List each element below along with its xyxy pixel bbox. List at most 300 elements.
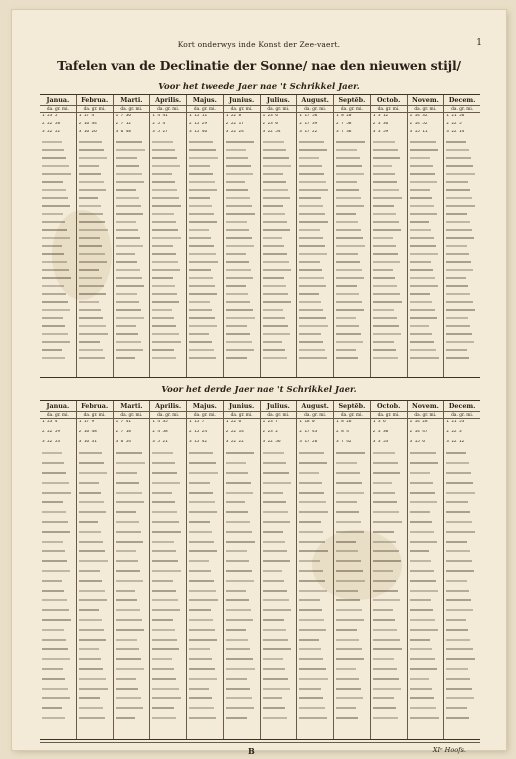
illegible-cell bbox=[299, 675, 332, 685]
illegible-cell bbox=[152, 170, 185, 178]
units-header: da. gr. mi. bbox=[408, 412, 444, 419]
illegible-cell bbox=[410, 178, 443, 186]
illegible-cell bbox=[226, 242, 259, 250]
month-column bbox=[114, 95, 151, 377]
illegible-cell bbox=[446, 587, 479, 597]
illegible-cell bbox=[263, 616, 296, 626]
illegible-cell bbox=[152, 338, 185, 346]
illegible-cell bbox=[226, 518, 259, 528]
illegible-cell bbox=[446, 226, 479, 234]
table-cell: 1 17 56 bbox=[299, 114, 318, 118]
illegible-cell bbox=[189, 459, 222, 469]
illegible-cell bbox=[226, 298, 259, 306]
illegible-cell bbox=[189, 290, 222, 298]
illegible-cell bbox=[410, 694, 443, 704]
illegible-cell bbox=[189, 218, 222, 226]
illegible-cell bbox=[373, 170, 406, 178]
illegible-cell bbox=[79, 338, 112, 346]
illegible-cell bbox=[189, 242, 222, 250]
table-cell: 3 22 56 bbox=[262, 439, 281, 444]
illegible-cell bbox=[410, 508, 443, 518]
units-header: da. gr. mi. bbox=[187, 106, 223, 113]
illegible-cell bbox=[263, 518, 296, 528]
illegible-cell bbox=[373, 557, 406, 567]
illegible-cell bbox=[336, 685, 369, 695]
illegible-cell bbox=[263, 528, 296, 538]
illegible-cell bbox=[79, 626, 112, 636]
illegible-cell bbox=[336, 675, 369, 685]
illegible-cell bbox=[299, 626, 332, 636]
illegible-cell bbox=[152, 274, 185, 282]
table-cell: 2 8 4 bbox=[336, 429, 349, 434]
value-cells bbox=[150, 113, 186, 377]
illegible-cell bbox=[189, 479, 222, 489]
illegible-cell bbox=[152, 567, 185, 577]
illegible-cell bbox=[299, 498, 332, 508]
illegible-cell bbox=[189, 330, 222, 338]
illegible-cell bbox=[42, 675, 75, 685]
illegible-cell bbox=[410, 704, 443, 714]
illegible-cell bbox=[226, 202, 259, 210]
illegible-cell bbox=[152, 714, 185, 724]
illegible-cell bbox=[299, 282, 332, 290]
illegible-cell bbox=[116, 449, 149, 459]
illegible-cell bbox=[373, 469, 406, 479]
month-column bbox=[187, 95, 224, 377]
table-cell: 2 7 18 bbox=[115, 429, 131, 434]
illegible-cell bbox=[79, 714, 112, 724]
illegible-cell bbox=[226, 557, 259, 567]
illegible-cell bbox=[299, 330, 332, 338]
illegible-cell bbox=[79, 636, 112, 646]
illegible-cell bbox=[189, 298, 222, 306]
illegible-cell bbox=[263, 636, 296, 646]
illegible-cell bbox=[446, 298, 479, 306]
illegible-cell bbox=[263, 577, 296, 587]
illegible-cell bbox=[336, 226, 369, 234]
illegible-cell bbox=[336, 146, 369, 154]
table-cell: 1 15 11 bbox=[189, 114, 207, 118]
illegible-cell bbox=[226, 538, 259, 548]
illegible-cell bbox=[226, 250, 259, 258]
units-header: da. gr. mi. bbox=[114, 412, 150, 419]
illegible-cell bbox=[410, 250, 443, 258]
illegible-cell bbox=[116, 298, 149, 306]
illegible-cell bbox=[116, 250, 149, 258]
illegible-cell bbox=[373, 577, 406, 587]
illegible-cell bbox=[42, 528, 75, 538]
illegible-cell bbox=[42, 616, 75, 626]
illegible-cell bbox=[226, 146, 259, 154]
illegible-cell bbox=[446, 250, 479, 258]
illegible-cell bbox=[299, 226, 332, 234]
illegible-cell bbox=[189, 606, 222, 616]
illegible-cell bbox=[152, 290, 185, 298]
illegible-cell bbox=[116, 210, 149, 218]
table-cell: 2 22 3 bbox=[446, 429, 462, 434]
illegible-cell bbox=[79, 290, 112, 298]
illegible-cell bbox=[446, 508, 479, 518]
illegible-cell bbox=[446, 210, 479, 218]
table-cell: 2 14 47 bbox=[409, 429, 428, 434]
illegible-cell bbox=[42, 479, 75, 489]
illegible-cell bbox=[152, 528, 185, 538]
illegible-cell bbox=[42, 665, 75, 675]
illegible-cell bbox=[410, 714, 443, 724]
illegible-cell bbox=[226, 469, 259, 479]
illegible-cell bbox=[42, 587, 75, 597]
illegible-cell bbox=[299, 202, 332, 210]
illegible-cell bbox=[79, 226, 112, 234]
illegible-cell bbox=[446, 266, 479, 274]
illegible-cell bbox=[226, 567, 259, 577]
units-header: da. gr. mi. bbox=[371, 412, 407, 419]
month-column bbox=[371, 95, 408, 377]
table-cell: 3 17 22 bbox=[299, 130, 318, 134]
illegible-cell bbox=[410, 242, 443, 250]
illegible-cell bbox=[116, 616, 149, 626]
illegible-cell bbox=[152, 685, 185, 695]
illegible-cell bbox=[263, 258, 296, 266]
illegible-cell bbox=[226, 665, 259, 675]
month-header: Janua. bbox=[40, 95, 76, 106]
illegible-cell bbox=[226, 266, 259, 274]
units-header: da. gr. mi. bbox=[224, 106, 260, 113]
illegible-cell bbox=[373, 665, 406, 675]
illegible-cell bbox=[446, 170, 479, 178]
illegible-cell bbox=[373, 186, 406, 194]
value-cells bbox=[334, 113, 370, 377]
illegible-cell bbox=[226, 330, 259, 338]
illegible-cell bbox=[299, 469, 332, 479]
value-cells bbox=[297, 113, 333, 377]
illegible-cell bbox=[263, 606, 296, 616]
illegible-cell bbox=[410, 547, 443, 557]
illegible-cell bbox=[410, 606, 443, 616]
illegible-cell bbox=[79, 518, 112, 528]
month-column bbox=[77, 95, 114, 377]
illegible-cell bbox=[373, 258, 406, 266]
illegible-cell bbox=[446, 162, 479, 170]
illegible-cell bbox=[226, 479, 259, 489]
illegible-cell bbox=[373, 138, 406, 146]
illegible-cell bbox=[263, 685, 296, 695]
illegible-cell bbox=[410, 314, 443, 322]
illegible-cell bbox=[373, 346, 406, 354]
illegible-cell bbox=[410, 282, 443, 290]
illegible-cell bbox=[189, 138, 222, 146]
illegible-cell bbox=[79, 528, 112, 538]
illegible-cell bbox=[189, 714, 222, 724]
illegible-cell bbox=[152, 194, 185, 202]
illegible-cell bbox=[116, 146, 149, 154]
illegible-cell bbox=[226, 577, 259, 587]
illegible-cell bbox=[116, 645, 149, 655]
table-cell: 3 7 42 bbox=[336, 439, 352, 444]
illegible-cell bbox=[152, 469, 185, 479]
illegible-cell bbox=[42, 194, 75, 202]
table-cell: 1 3 6 bbox=[372, 420, 386, 424]
illegible-cell bbox=[299, 694, 332, 704]
table-cell: 1 22 6 bbox=[225, 420, 242, 424]
illegible-cell bbox=[336, 306, 369, 314]
illegible-cell bbox=[152, 186, 185, 194]
illegible-cell bbox=[152, 202, 185, 210]
month-header: Octob. bbox=[371, 401, 407, 412]
illegible-cell bbox=[116, 330, 149, 338]
illegible-cell bbox=[189, 170, 222, 178]
illegible-cell bbox=[446, 346, 479, 354]
value-cells bbox=[371, 113, 407, 377]
illegible-cell bbox=[189, 202, 222, 210]
illegible-cell bbox=[79, 469, 112, 479]
section-title-2: Voor het derde Jaer nae 't Schrikkel Jaer. bbox=[161, 385, 357, 395]
illegible-cell bbox=[189, 547, 222, 557]
illegible-cell bbox=[336, 489, 369, 499]
illegible-cell bbox=[373, 146, 406, 154]
illegible-cell bbox=[226, 508, 259, 518]
month-header: Aprilis. bbox=[150, 95, 186, 106]
illegible-cell bbox=[446, 306, 479, 314]
illegible-cell bbox=[116, 528, 149, 538]
illegible-cell bbox=[152, 250, 185, 258]
table-cell: 2 16 44 bbox=[78, 122, 97, 126]
illegible-cell bbox=[79, 567, 112, 577]
illegible-cell bbox=[79, 479, 112, 489]
illegible-cell bbox=[336, 290, 369, 298]
units-header: da. gr. mi. bbox=[408, 106, 444, 113]
illegible-cell bbox=[189, 274, 222, 282]
illegible-cell bbox=[152, 178, 185, 186]
illegible-cell bbox=[116, 290, 149, 298]
illegible-cell bbox=[410, 587, 443, 597]
table-cell: 1 21 53 bbox=[446, 420, 465, 424]
illegible-cell bbox=[226, 655, 259, 665]
month-column bbox=[77, 401, 114, 739]
illegible-cell bbox=[299, 186, 332, 194]
illegible-cell bbox=[189, 154, 222, 162]
illegible-cell bbox=[446, 258, 479, 266]
illegible-cell bbox=[116, 194, 149, 202]
illegible-cell bbox=[42, 154, 75, 162]
table-cell: 2 3 36 bbox=[372, 122, 389, 126]
illegible-cell bbox=[42, 557, 75, 567]
illegible-cell bbox=[152, 242, 185, 250]
illegible-cell bbox=[42, 314, 75, 322]
illegible-cell bbox=[410, 266, 443, 274]
illegible-cell bbox=[373, 298, 406, 306]
table-cell: 1 18 0 bbox=[299, 420, 315, 424]
illegible-cell bbox=[373, 675, 406, 685]
illegible-cell bbox=[79, 685, 112, 695]
illegible-cell bbox=[79, 194, 112, 202]
illegible-cell bbox=[373, 218, 406, 226]
illegible-cell bbox=[299, 508, 332, 518]
value-cells bbox=[444, 419, 480, 739]
illegible-cell bbox=[410, 449, 443, 459]
illegible-cell bbox=[373, 242, 406, 250]
table-cell: 3 16 26 bbox=[78, 130, 97, 134]
illegible-cell bbox=[152, 226, 185, 234]
illegible-cell bbox=[189, 596, 222, 606]
illegible-cell bbox=[152, 626, 185, 636]
table-cell: 3 15 6 bbox=[409, 439, 425, 444]
month-header: Novem. bbox=[408, 401, 444, 412]
table-cell: 2 7 12 bbox=[115, 122, 131, 126]
illegible-cell bbox=[336, 655, 369, 665]
illegible-cell bbox=[410, 459, 443, 469]
page-number: 1 bbox=[476, 38, 482, 48]
table-cell: 1 14 32 bbox=[409, 114, 428, 118]
illegible-cell bbox=[79, 508, 112, 518]
units-header: da. gr. mi. bbox=[77, 412, 113, 419]
table-cell: 3 22 54 bbox=[262, 130, 281, 134]
value-cells bbox=[114, 113, 150, 377]
illegible-cell bbox=[410, 636, 443, 646]
month-header: Decem. bbox=[444, 401, 480, 412]
month-column bbox=[371, 401, 408, 739]
table-cell: 1 17 9 bbox=[78, 420, 95, 424]
illegible-cell bbox=[116, 704, 149, 714]
illegible-cell bbox=[336, 557, 369, 567]
illegible-cell bbox=[373, 528, 406, 538]
illegible-cell bbox=[116, 655, 149, 665]
illegible-cell bbox=[42, 218, 75, 226]
illegible-cell bbox=[42, 714, 75, 724]
illegible-cell bbox=[116, 596, 149, 606]
illegible-cell bbox=[263, 508, 296, 518]
units-header: da. gr. mi. bbox=[40, 412, 76, 419]
table-cell: 2 23 0 bbox=[262, 122, 278, 126]
value-cells bbox=[187, 113, 223, 377]
illegible-cell bbox=[116, 665, 149, 675]
table-cell: 1 3 12 bbox=[372, 114, 389, 118]
table-cell: 1 14 28 bbox=[409, 420, 428, 424]
illegible-cell bbox=[299, 606, 332, 616]
value-cells bbox=[261, 113, 297, 377]
illegible-cell bbox=[189, 567, 222, 577]
illegible-cell bbox=[446, 194, 479, 202]
month-header: Julius. bbox=[261, 401, 297, 412]
illegible-cell bbox=[226, 528, 259, 538]
illegible-cell bbox=[410, 616, 443, 626]
illegible-cell bbox=[336, 330, 369, 338]
illegible-cell bbox=[446, 528, 479, 538]
illegible-cell bbox=[446, 354, 479, 362]
illegible-cell bbox=[263, 704, 296, 714]
illegible-cell bbox=[446, 338, 479, 346]
illegible-cell bbox=[116, 306, 149, 314]
table-cell: 3 3 53 bbox=[372, 439, 389, 444]
illegible-cell bbox=[42, 298, 75, 306]
month-header: August. bbox=[297, 95, 333, 106]
illegible-cell bbox=[446, 154, 479, 162]
value-cells bbox=[40, 419, 76, 739]
illegible-cell bbox=[79, 218, 112, 226]
illegible-cell bbox=[79, 258, 112, 266]
illegible-cell bbox=[189, 210, 222, 218]
illegible-cell bbox=[152, 665, 185, 675]
illegible-cell bbox=[152, 479, 185, 489]
illegible-cell bbox=[410, 498, 443, 508]
value-cells bbox=[224, 419, 260, 739]
illegible-cell bbox=[410, 538, 443, 548]
illegible-cell bbox=[336, 314, 369, 322]
illegible-cell bbox=[189, 538, 222, 548]
illegible-cell bbox=[336, 154, 369, 162]
illegible-cell bbox=[446, 567, 479, 577]
illegible-cell bbox=[410, 655, 443, 665]
illegible-cell bbox=[373, 449, 406, 459]
illegible-cell bbox=[79, 282, 112, 290]
illegible-cell bbox=[336, 322, 369, 330]
illegible-cell bbox=[116, 274, 149, 282]
month-header: Februa. bbox=[77, 401, 113, 412]
illegible-cell bbox=[79, 266, 112, 274]
value-cells bbox=[77, 113, 113, 377]
table-cell: 1 17 4 bbox=[78, 114, 95, 118]
illegible-cell bbox=[336, 596, 369, 606]
illegible-cell bbox=[263, 290, 296, 298]
illegible-cell bbox=[373, 154, 406, 162]
illegible-cell bbox=[189, 675, 222, 685]
illegible-cell bbox=[189, 266, 222, 274]
month-header: Septēb. bbox=[334, 401, 370, 412]
illegible-cell bbox=[299, 338, 332, 346]
illegible-cell bbox=[373, 567, 406, 577]
illegible-cell bbox=[152, 282, 185, 290]
illegible-cell bbox=[189, 626, 222, 636]
illegible-cell bbox=[116, 242, 149, 250]
illegible-cell bbox=[42, 210, 75, 218]
illegible-cell bbox=[410, 202, 443, 210]
illegible-cell bbox=[336, 567, 369, 577]
illegible-cell bbox=[116, 234, 149, 242]
illegible-cell bbox=[336, 469, 369, 479]
illegible-cell bbox=[79, 330, 112, 338]
illegible-cell bbox=[226, 547, 259, 557]
illegible-cell bbox=[263, 489, 296, 499]
page-title: Tafelen van de Declinatie der Sonne/ nae den nieuwen stijl/ bbox=[57, 58, 461, 73]
month-column bbox=[261, 95, 298, 377]
illegible-cell bbox=[263, 242, 296, 250]
illegible-cell bbox=[152, 330, 185, 338]
month-header: Februa. bbox=[77, 95, 113, 106]
month-column bbox=[114, 401, 151, 739]
illegible-cell bbox=[373, 202, 406, 210]
illegible-cell bbox=[299, 218, 332, 226]
value-cells bbox=[444, 113, 480, 377]
illegible-cell bbox=[336, 508, 369, 518]
illegible-cell bbox=[336, 587, 369, 597]
illegible-cell bbox=[263, 210, 296, 218]
table-cell: 1 8 20 bbox=[336, 114, 352, 118]
value-cells bbox=[334, 419, 370, 739]
month-column bbox=[150, 95, 187, 377]
month-column bbox=[187, 401, 224, 739]
illegible-cell bbox=[263, 498, 296, 508]
illegible-cell bbox=[410, 346, 443, 354]
illegible-cell bbox=[446, 704, 479, 714]
illegible-cell bbox=[373, 322, 406, 330]
table-cell: 1 7 36 bbox=[115, 114, 131, 118]
value-cells bbox=[150, 419, 186, 739]
illegible-cell bbox=[446, 322, 479, 330]
illegible-cell bbox=[336, 298, 369, 306]
illegible-cell bbox=[79, 306, 112, 314]
illegible-cell bbox=[189, 282, 222, 290]
illegible-cell bbox=[446, 449, 479, 459]
